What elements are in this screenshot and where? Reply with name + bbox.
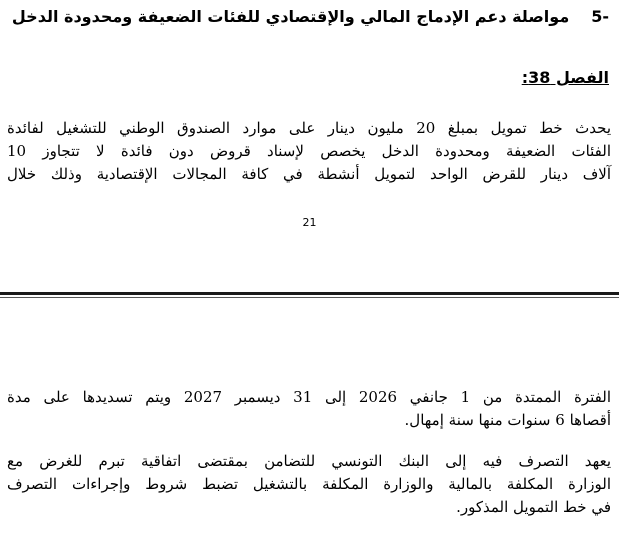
page-break-separator (0, 292, 619, 299)
chapter-label: الفصل 38: (521, 68, 609, 87)
paragraph-line: الوزارة المكلفة بالمالية والوزارة المكلفة بالتشغيل تضبط شروط وإجراءات التصرف (7, 475, 611, 493)
paragraph-line: الفئات الضعيفة ومحدودة الدخل يخصص لإسناد قروض دون فائدة لا تتجاوز 10 (7, 142, 611, 160)
paragraph-management (7, 450, 611, 519)
section-heading (9, 4, 609, 30)
section-number: -5 (591, 7, 609, 26)
paragraph-line: آلاف دينار للقرض الواحد لتمويل أنشطة في كافة المجالات الإقتصادية وذلك خلال (7, 165, 611, 183)
paragraph-line: أقصاها 6 سنوات منها سنة إمهال. (404, 411, 611, 429)
paragraph-funding-line (7, 117, 611, 186)
paragraph-line: الفترة الممتدة من 1 جانفي 2026 إلى 31 ديسمبر 2027 ويتم تسديدها على مدة (7, 388, 611, 406)
paragraph-line: في خط التمويل المذكور. (456, 498, 611, 516)
section-title: مواصلة دعم الإدماج المالي والإقتصادي للفئات الضعيفة ومحدودة الدخل (11, 7, 570, 26)
page-number: 21 (302, 216, 317, 229)
paragraph-period-repayment (7, 386, 611, 432)
document-page-bottom (0, 300, 619, 535)
paragraph-line: يعهد التصرف فيه إلى البنك التونسي للتضامن بمقتضى اتفاقية تبرم للغرض مع (7, 452, 611, 470)
separator-thin-line (0, 297, 619, 298)
separator-thick-line (0, 292, 619, 295)
paragraph-line: يحدث خط تمويل بمبلغ 20 مليون دينار على موارد الصندوق الوطني للتشغيل لفائدة (7, 119, 612, 137)
